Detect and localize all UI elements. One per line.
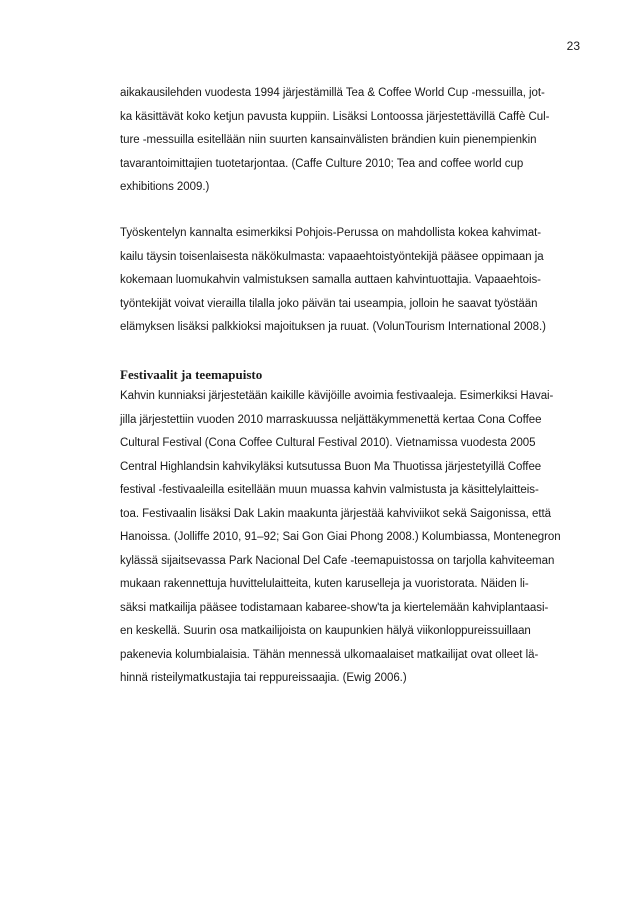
paragraph-line: Työskentelyn kannalta esimerkiksi Pohjois-Perussa on mahdollista kokea kahvimat- bbox=[120, 227, 542, 239]
page-number: 23 bbox=[566, 39, 580, 53]
paragraph-line: elämyksen lisäksi palkkioksi majoituksen ja ruuat. (VolunTourism International 2008.) bbox=[120, 321, 546, 333]
paragraph-line: Hanoissa. (Jolliffe 2010, 91–92; Sai Gon Giai Phong 2008.) Kolumbiassa, Montenegron bbox=[120, 531, 561, 543]
paragraph-2 bbox=[120, 222, 580, 340]
paragraph-line: Cultural Festival (Cona Coffee Cultural Festival 2010). Vietnamissa vuodesta 2005 bbox=[120, 437, 536, 449]
paragraph-line: Central Highlandsin kahvikyläksi kutsutussa Buon Ma Thuotissa järjestetyillä Coffee bbox=[120, 460, 542, 473]
paragraph-line: pakenevia kolumbialaisia. Tähän mennessä ulkomaalaiset matkailijat ovat olleet lä- bbox=[120, 648, 539, 661]
paragraph-line: tavarantoimittajien tuotetarjontaa. (Caffe Culture 2010; Tea and coffee world cup bbox=[120, 157, 524, 170]
paragraph-line: exhibitions 2009.) bbox=[120, 181, 210, 193]
paragraph-line: työntekijät voivat vierailla tilalla joko päivän tai useampia, jolloin he saavat työstään bbox=[120, 297, 538, 310]
paragraph-line: säksi matkailija pääsee todistamaan kabaree-show'ta ja kiertelemään kahviplantaasi- bbox=[120, 601, 549, 614]
paragraph-line: jilla järjestettiin vuoden 2010 marraskuussa neljättäkymmenettä kertaa Cona Coffee bbox=[120, 413, 542, 426]
paragraph-1 bbox=[120, 82, 580, 200]
paragraph-line: ka käsittävät koko ketjun pavusta kuppiin. Lisäksi Lontoossa järjestettävillä Caffè Cul- bbox=[120, 110, 550, 123]
paragraph-line: kylässä sijaitsevassa Park Nacional Del Cafe -teemapuistossa on tarjolla kahviteeman bbox=[120, 554, 555, 567]
paragraph-3 bbox=[120, 385, 580, 691]
paragraph-line: kokemaan luomukahvin valmistuksen samalla auttaen kahvintuottajia. Vapaaehtois- bbox=[120, 274, 541, 286]
paragraph-line: aikakausilehden vuodesta 1994 järjestämillä Tea & Coffee World Cup -messuilla, jot- bbox=[120, 87, 545, 99]
paragraph-line: Kahvin kunniaksi järjestetään kaikille kävijöille avoimia festivaaleja. Esimerkiksi Havai- bbox=[120, 390, 554, 402]
paragraph-line: mukaan rakennettuja huvittelulaitteita, kuten karuselleja ja vuoristorata. Näiden li- bbox=[120, 578, 529, 590]
paragraph-line: ture -messuilla esitellään niin suurten kansainvälisten brändien kuin pienempienkin bbox=[120, 134, 537, 146]
paragraph-line: festival -festivaaleilla esitellään muun muassa kahvin valmistusta ja käsittelylaitteis- bbox=[120, 484, 539, 496]
section-heading: Festivaalit ja teemapuisto bbox=[120, 367, 263, 382]
paragraph-line: en keskellä. Suurin osa matkailijoista on kaupunkien hälyä viikonloppureissuillaan bbox=[120, 625, 531, 637]
paragraph-line: toa. Festivaalin lisäksi Dak Lakin maakunta järjestää kahviviikot sekä Saigonissa, että bbox=[120, 507, 551, 520]
paragraph-line: hinnä risteilymatkustajia tai reppureissaajia. (Ewig 2006.) bbox=[120, 672, 407, 684]
paragraph-line: kailu täysin toisenlaisesta näkökulmasta: vapaaehtoistyöntekijä pääsee oppimaan ja bbox=[120, 250, 544, 263]
